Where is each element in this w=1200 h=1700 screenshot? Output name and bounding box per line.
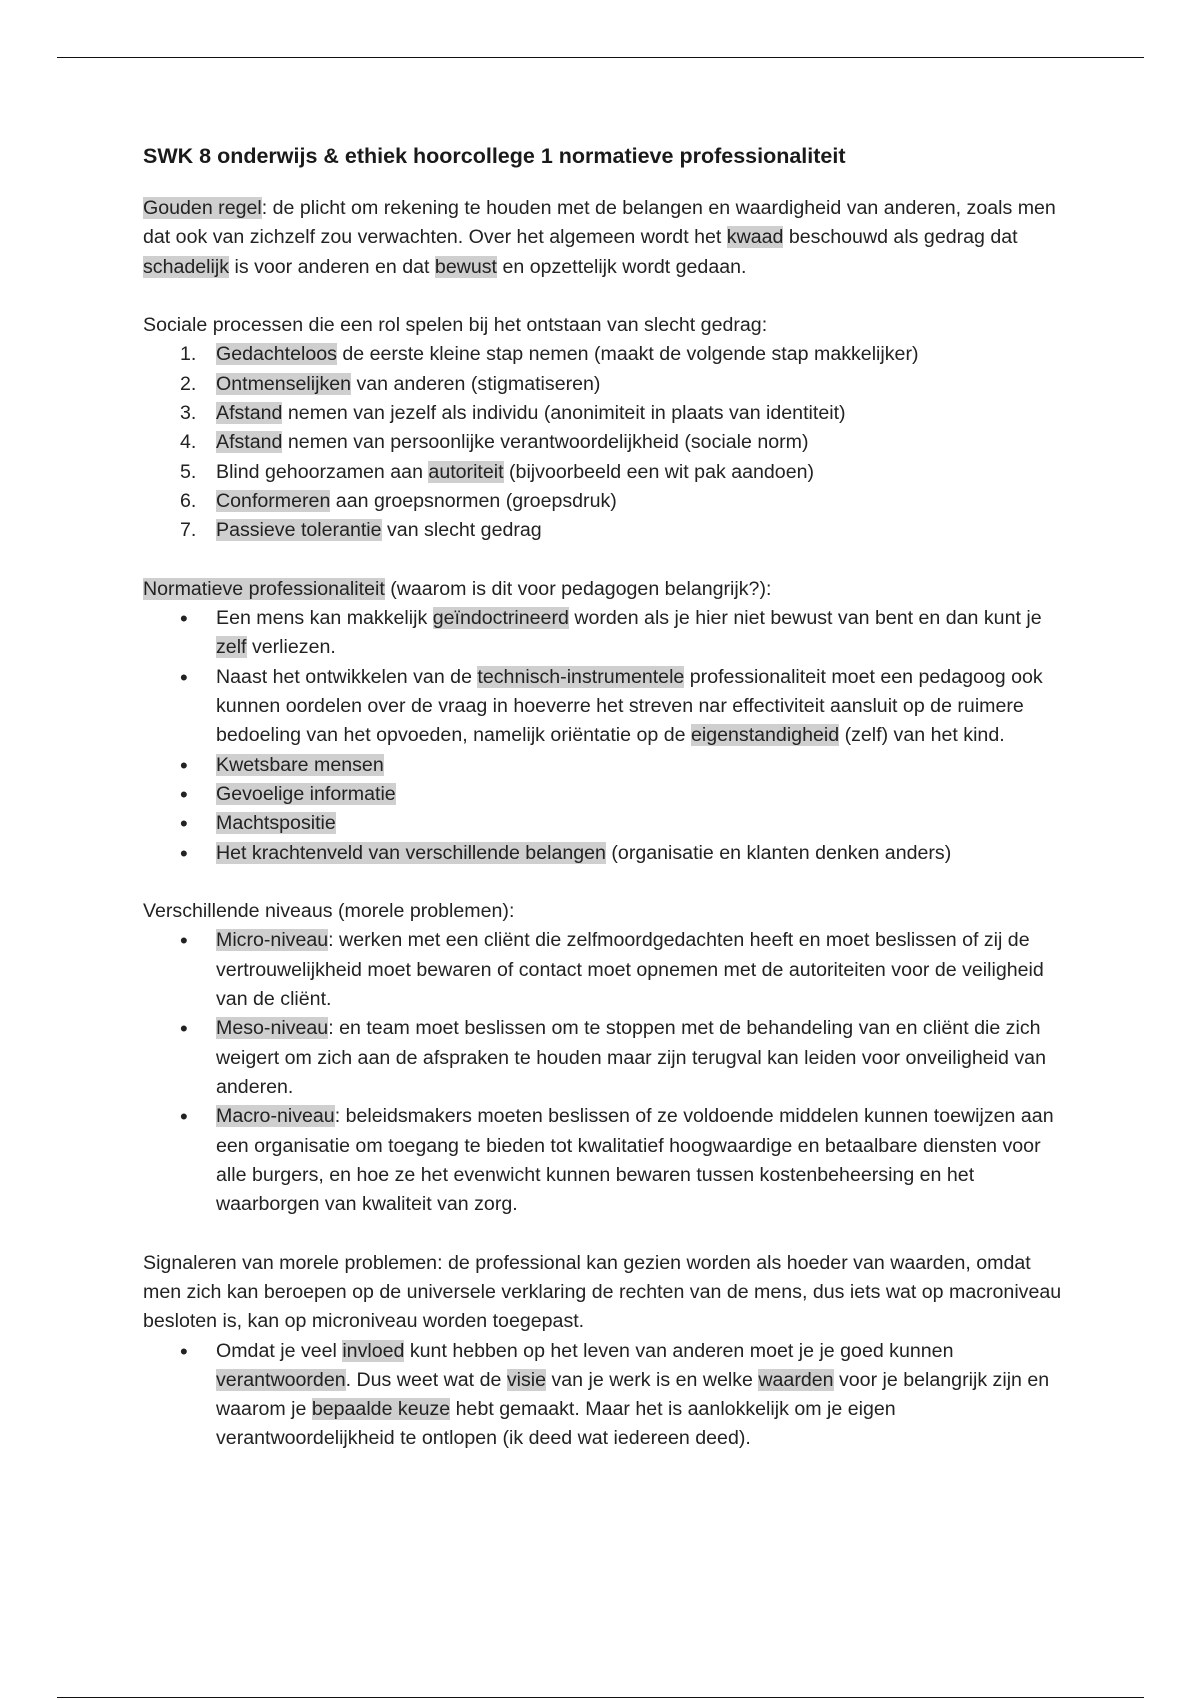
text: : en team moet beslissen om te stoppen met de behandeling van en cliënt die zich weigert om zich aan de afspraken te houden maar zijn terugval kan leiden voor onveiligheid van anderen. bbox=[216, 1017, 1046, 1098]
highlight: invloed bbox=[342, 1339, 405, 1362]
list-item bbox=[143, 604, 1073, 663]
bullet-icon: • bbox=[180, 1338, 188, 1364]
highlight: Micro-niveau bbox=[216, 929, 329, 952]
list-item bbox=[143, 663, 1073, 751]
text: van anderen (stigmatiseren) bbox=[351, 372, 601, 395]
text: Blind gehoorzamen aan bbox=[216, 460, 429, 483]
text: beschouwd als gedrag dat bbox=[783, 226, 1018, 249]
normative-intro bbox=[143, 575, 1073, 604]
bullet-icon: • bbox=[180, 928, 188, 954]
footer-rule bbox=[57, 1697, 1144, 1698]
bullet-icon: • bbox=[180, 1104, 188, 1130]
text: aan groepsnormen (groepsdruk) bbox=[330, 489, 617, 512]
highlight: Gouden regel bbox=[143, 197, 262, 219]
highlight: Meso-niveau bbox=[216, 1017, 329, 1040]
text: . Dus weet wat de bbox=[345, 1368, 507, 1391]
list-item bbox=[143, 487, 1073, 516]
text: (bijvoorbeeld een wit pak aandoen) bbox=[503, 460, 815, 483]
highlight: verantwoorden bbox=[216, 1368, 346, 1391]
list-item bbox=[143, 370, 1073, 399]
list-item bbox=[143, 839, 1073, 868]
text: nemen van jezelf als individu (anonimiteit in plaats van identiteit) bbox=[282, 402, 846, 425]
highlight: schadelijk bbox=[143, 255, 230, 278]
highlight: waarden bbox=[758, 1368, 834, 1391]
text: professionaliteit moet een pedagoog ook kunnen oordelen over de vraag in hoeverre het streven nar effectiviteit aansluit op de ruimere bedoeling van het opvoeden, namelijk oriëntatie op de bbox=[216, 665, 1043, 747]
highlight: Normatieve professionaliteit bbox=[143, 577, 385, 600]
bullet-icon: • bbox=[180, 752, 188, 778]
list-item bbox=[143, 809, 1073, 838]
highlight: Passieve tolerantie bbox=[216, 519, 382, 542]
page-title: SWK 8 onderwijs & ethiek hoorcollege 1 normatieve professionaliteit bbox=[143, 144, 846, 168]
text: Omdat je veel bbox=[216, 1339, 343, 1362]
levels-list bbox=[143, 926, 1073, 1219]
text: verliezen. bbox=[246, 636, 336, 659]
highlight: Gedachteloos bbox=[216, 343, 337, 366]
text: voor je belangrijk zijn en waarom je bbox=[216, 1368, 1050, 1421]
list-number: 7. bbox=[180, 519, 197, 542]
list-item bbox=[143, 780, 1073, 809]
highlight: Kwetsbare mensen bbox=[216, 753, 384, 776]
text: worden als je hier niet bewust van bent en dan kunt je bbox=[568, 607, 1042, 630]
list-item bbox=[143, 458, 1073, 487]
text: is voor anderen en dat bbox=[229, 255, 435, 278]
signal-intro: Signaleren van morele problemen: de professional kan gezien worden als hoeder van waarden, omdat men zich kan beroepen op de universele verklaring de rechten van de mens, dus iets wat op macroniveau besloten is, kan op microniveau worden toegepast. bbox=[143, 1251, 1062, 1333]
processes-intro: Sociale processen die een rol spelen bij het ontstaan van slecht gedrag: bbox=[143, 314, 768, 337]
highlight: kwaad bbox=[726, 226, 784, 249]
processes-list bbox=[143, 340, 1073, 545]
highlight: bepaalde keuze bbox=[311, 1398, 451, 1421]
text: (zelf) van het kind. bbox=[839, 724, 1005, 747]
list-item bbox=[143, 399, 1073, 428]
text: van je werk is en welke bbox=[546, 1368, 759, 1391]
list-item bbox=[143, 1337, 1073, 1454]
highlight: visie bbox=[506, 1368, 547, 1391]
bullet-icon: • bbox=[180, 811, 188, 837]
text: (organisatie en klanten denken anders) bbox=[605, 841, 952, 864]
highlight: autoriteit bbox=[428, 460, 504, 483]
highlight: Afstand bbox=[216, 402, 283, 425]
list-item bbox=[143, 926, 1073, 1014]
list-number: 6. bbox=[180, 489, 197, 512]
golden-rule-paragraph bbox=[143, 194, 1073, 282]
list-item bbox=[143, 340, 1073, 369]
text: en opzettelijk wordt gedaan. bbox=[497, 255, 747, 278]
highlight: Afstand bbox=[216, 431, 283, 454]
levels-intro: Verschillende niveaus (morele problemen): bbox=[143, 900, 515, 923]
highlight: bewust bbox=[434, 255, 498, 278]
list-item bbox=[143, 1102, 1073, 1219]
bullet-icon: • bbox=[180, 606, 188, 632]
list-item bbox=[143, 1014, 1073, 1102]
highlight: technisch-instrumentele bbox=[477, 665, 685, 688]
list-number: 3. bbox=[180, 402, 197, 425]
highlight: Het krachtenveld van verschillende belangen bbox=[216, 841, 606, 864]
list-number: 1. bbox=[180, 343, 197, 366]
highlight: eigenstandigheid bbox=[690, 724, 840, 747]
text: de eerste kleine stap nemen (maakt de volgende stap makkelijker) bbox=[336, 343, 919, 366]
text: (waarom is dit voor pedagogen belangrijk?): bbox=[384, 577, 772, 600]
bullet-icon: • bbox=[180, 1016, 188, 1042]
text: : beleidsmakers moeten beslissen of ze voldoende middelen kunnen toewijzen aan een organisatie om toegang te bieden tot kwalitatief hoogwaardige en betaalbare diensten voor alle burgers, en hoe ze het evenwicht kunnen bewaren tussen kostenbeheersing en het waarborgen van kwaliteit van zorg. bbox=[216, 1105, 1054, 1216]
bullet-icon: • bbox=[180, 840, 188, 866]
highlight: Macro-niveau bbox=[216, 1105, 335, 1128]
document-body bbox=[143, 141, 1073, 1454]
normative-list bbox=[143, 604, 1073, 868]
text: van slecht gedrag bbox=[381, 519, 542, 542]
highlight: Machtspositie bbox=[216, 812, 336, 835]
list-number: 4. bbox=[180, 431, 197, 454]
bullet-icon: • bbox=[180, 664, 188, 690]
highlight: Conformeren bbox=[216, 489, 331, 512]
text: : de plicht om rekening te houden met de belangen en waardigheid van anderen, zoals men dat ook van zichzelf zou verwachten. Over het algemeen wordt het bbox=[143, 197, 1056, 249]
highlight: geïndoctrineerd bbox=[432, 607, 569, 630]
highlight: Ontmenselijken bbox=[216, 372, 352, 395]
highlight: Gevoelige informatie bbox=[216, 782, 396, 805]
list-number: 5. bbox=[180, 460, 197, 483]
signal-list bbox=[143, 1337, 1073, 1454]
list-item bbox=[143, 516, 1073, 545]
text: : werken met een cliënt die zelfmoordgedachten heeft en moet beslissen of zij de vertrouwelijkheid moet bewaren of contact moet opnemen met de autoriteiten voor de veiligheid van de cliënt. bbox=[216, 929, 1044, 1011]
text: hebt gemaakt. Maar het is aanlokkelijk om je eigen verantwoordelijkheid te ontlopen (ik deed wat iedereen deed). bbox=[216, 1398, 896, 1450]
bullet-icon: • bbox=[180, 781, 188, 807]
text: Naast het ontwikkelen van de bbox=[216, 665, 478, 688]
list-number: 2. bbox=[180, 372, 197, 395]
highlight: zelf bbox=[216, 636, 247, 659]
list-item bbox=[143, 428, 1073, 457]
header-rule bbox=[57, 57, 1144, 58]
text: nemen van persoonlijke verantwoordelijkheid (sociale norm) bbox=[282, 431, 809, 454]
text: Een mens kan makkelijk bbox=[216, 607, 433, 630]
text: kunt hebben op het leven van anderen moet je je goed kunnen bbox=[404, 1339, 954, 1362]
list-item bbox=[143, 751, 1073, 780]
